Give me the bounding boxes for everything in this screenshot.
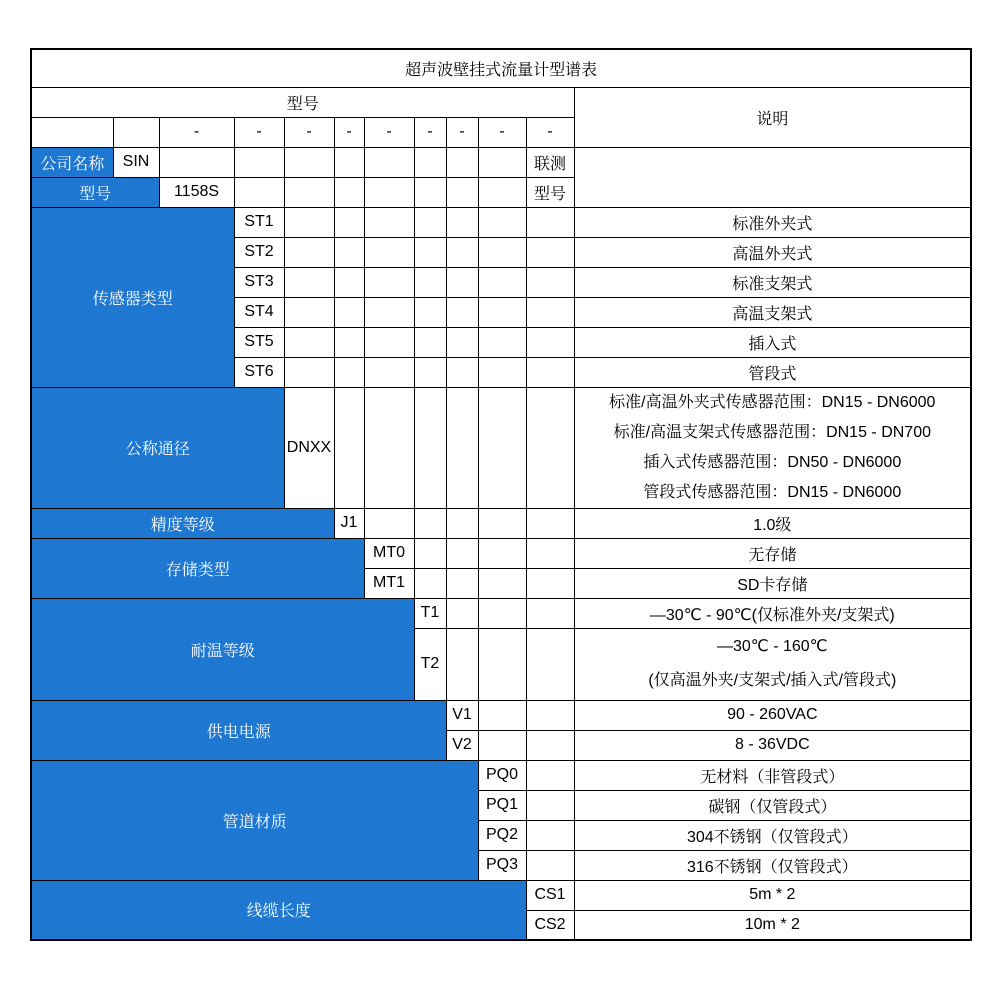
desc-mt0: 无存储 <box>574 538 971 568</box>
empty-cell <box>334 207 364 237</box>
empty-cell <box>478 568 526 598</box>
empty-cell <box>234 177 284 207</box>
desc-pq1: 碳钢（仅管段式） <box>574 790 971 820</box>
diameter-row <box>31 387 971 508</box>
empty-cell <box>526 357 574 387</box>
cable-row <box>31 880 971 910</box>
empty-cell <box>526 790 574 820</box>
description-header: 说明 <box>574 87 971 147</box>
empty-cell <box>446 538 478 568</box>
dash-cell: - <box>526 117 574 147</box>
desc-t2-line1: —30℃ - 160℃ <box>716 638 828 655</box>
section-label-sensor-type: 传感器类型 <box>31 207 234 387</box>
empty-cell <box>478 598 526 628</box>
desc-pq0: 无材料（非管段式） <box>574 760 971 790</box>
empty-cell <box>526 207 574 237</box>
empty-cell <box>414 267 446 297</box>
empty-cell <box>478 297 526 327</box>
empty-cell <box>414 177 446 207</box>
section-label-temperature: 耐温等级 <box>31 598 414 700</box>
empty-cell <box>526 508 574 538</box>
empty-cell <box>446 568 478 598</box>
empty-cell <box>284 297 334 327</box>
empty-cell <box>364 207 414 237</box>
empty-cell <box>478 327 526 357</box>
empty-cell <box>478 147 526 177</box>
section-label-accuracy: 精度等级 <box>31 508 334 538</box>
desc-diameter-line4: 管段式传感器范围：DN15 - DN6000 <box>643 483 902 501</box>
empty-cell <box>478 267 526 297</box>
empty-cell <box>284 147 334 177</box>
dash-cell: - <box>159 117 234 147</box>
empty-cell <box>446 387 478 508</box>
code-cell-pq0: PQ0 <box>478 760 526 790</box>
empty-cell <box>334 177 364 207</box>
empty-cell <box>526 730 574 760</box>
empty-cell <box>478 730 526 760</box>
desc-st3: 标准支架式 <box>574 267 971 297</box>
empty-cell <box>414 297 446 327</box>
code-cell-cs2: CS2 <box>526 910 574 940</box>
empty-cell <box>478 177 526 207</box>
empty-cell <box>414 207 446 237</box>
section-label-cable: 线缆长度 <box>31 880 526 940</box>
empty-cell <box>478 387 526 508</box>
empty-cell <box>284 177 334 207</box>
dash-cell: - <box>446 117 478 147</box>
dash-cell: - <box>478 117 526 147</box>
code-cell-j1: J1 <box>334 508 364 538</box>
dash-cell: - <box>284 117 334 147</box>
desc-st2: 高温外夹式 <box>574 237 971 267</box>
desc-t2-line2: (仅高温外夹/支架式/插入式/管段式) <box>648 672 897 689</box>
code-cell-1158s: 1158S <box>159 177 234 207</box>
empty-cell <box>446 147 478 177</box>
empty-cell <box>478 538 526 568</box>
code-cell-v1: V1 <box>446 700 478 730</box>
desc-pq2: 304不锈钢（仅管段式） <box>574 820 971 850</box>
code-cell-dnxx: DNXX <box>284 387 334 508</box>
code-cell-st3: ST3 <box>234 267 284 297</box>
header-row <box>31 87 971 117</box>
empty-cell <box>526 628 574 700</box>
empty-cell <box>414 538 446 568</box>
company-row <box>31 147 971 177</box>
empty-cell <box>478 207 526 237</box>
code-cell-t1: T1 <box>414 598 446 628</box>
empty-cell <box>284 207 334 237</box>
section-label-pipe-material: 管道材质 <box>31 760 478 880</box>
desc-t1: —30℃ - 90℃(仅标准外夹/支架式) <box>574 598 971 628</box>
empty-cell <box>364 237 414 267</box>
empty-cell <box>414 237 446 267</box>
desc-model: 型号 <box>526 177 574 207</box>
empty-cell <box>446 267 478 297</box>
storage-row <box>31 538 971 568</box>
code-cell-sin: SIN <box>113 147 159 177</box>
desc-diameter <box>574 387 971 508</box>
empty-cell <box>234 147 284 177</box>
empty-cell <box>364 267 414 297</box>
desc-mt1: SD卡存储 <box>574 568 971 598</box>
empty-cell <box>334 327 364 357</box>
accuracy-row <box>31 508 971 538</box>
dash-cell: - <box>234 117 284 147</box>
empty-cell <box>446 357 478 387</box>
desc-accuracy: 1.0级 <box>574 508 971 538</box>
empty-cell <box>526 297 574 327</box>
empty-cell <box>414 327 446 357</box>
empty-cell <box>526 237 574 267</box>
temperature-row <box>31 598 971 628</box>
empty-cell <box>446 297 478 327</box>
code-cell-t2: T2 <box>414 628 446 700</box>
dash-cell: - <box>414 117 446 147</box>
empty-cell <box>159 147 234 177</box>
desc-diameter-line1: 标准/高温外夹式传感器范围：DN15 - DN6000 <box>609 393 936 411</box>
empty-cell <box>478 357 526 387</box>
empty-cell <box>446 237 478 267</box>
desc-v2: 8 - 36VDC <box>574 730 971 760</box>
empty-cell <box>526 598 574 628</box>
code-cell-st6: ST6 <box>234 357 284 387</box>
empty-cell <box>414 357 446 387</box>
empty-cell <box>334 147 364 177</box>
table-title: 超声波壁挂式流量计型谱表 <box>31 49 971 87</box>
empty-cell <box>334 387 364 508</box>
dash-cell: - <box>364 117 414 147</box>
empty-cell <box>334 267 364 297</box>
section-label-model: 型号 <box>31 177 159 207</box>
empty-cell <box>334 297 364 327</box>
empty-cell <box>446 177 478 207</box>
model-row <box>31 177 971 207</box>
sensor-row <box>31 207 971 237</box>
code-cell-v2: V2 <box>446 730 478 760</box>
empty-cell <box>446 628 478 700</box>
empty-cell <box>526 760 574 790</box>
empty-cell <box>446 327 478 357</box>
desc-cs2: 10m * 2 <box>574 910 971 940</box>
desc-st1: 标准外夹式 <box>574 207 971 237</box>
desc-diameter-line3: 插入式传感器范围：DN50 - DN6000 <box>643 453 902 471</box>
code-cell-pq3: PQ3 <box>478 850 526 880</box>
empty-cell <box>284 327 334 357</box>
code-cell-mt1: MT1 <box>364 568 414 598</box>
desc-st6: 管段式 <box>574 357 971 387</box>
empty-cell <box>478 508 526 538</box>
model-group-header: 型号 <box>31 87 574 117</box>
empty-cell <box>284 357 334 387</box>
empty-cell <box>446 598 478 628</box>
empty-cell <box>31 117 113 147</box>
code-cell-mt0: MT0 <box>364 538 414 568</box>
empty-cell <box>284 267 334 297</box>
code-cell-st1: ST1 <box>234 207 284 237</box>
empty-cell <box>526 820 574 850</box>
dash-cell: - <box>334 117 364 147</box>
empty-cell <box>334 357 364 387</box>
empty-cell <box>526 850 574 880</box>
desc-st4: 高温支架式 <box>574 297 971 327</box>
empty-cell <box>478 700 526 730</box>
empty-cell <box>446 508 478 538</box>
code-cell-pq1: PQ1 <box>478 790 526 820</box>
empty-cell <box>526 700 574 730</box>
code-cell-pq2: PQ2 <box>478 820 526 850</box>
desc-company: 联测 <box>526 147 574 177</box>
empty-cell <box>526 327 574 357</box>
model-spectrum-table <box>30 48 972 941</box>
empty-cell <box>334 237 364 267</box>
desc-diameter-line2: 标准/高温支架式传感器范围：DN15 - DN700 <box>613 423 932 441</box>
section-label-diameter: 公称通径 <box>31 387 284 508</box>
empty-cell <box>364 508 414 538</box>
empty-cell <box>526 538 574 568</box>
empty-cell <box>364 147 414 177</box>
section-label-company: 公司名称 <box>31 147 113 177</box>
desc-v1: 90 - 260VAC <box>574 700 971 730</box>
empty-cell <box>113 117 159 147</box>
empty-cell <box>364 177 414 207</box>
empty-cell <box>478 237 526 267</box>
section-label-power: 供电电源 <box>31 700 446 760</box>
empty-cell <box>364 327 414 357</box>
code-cell-st4: ST4 <box>234 297 284 327</box>
pipe-material-row <box>31 760 971 790</box>
empty-cell <box>414 387 446 508</box>
empty-cell <box>446 207 478 237</box>
empty-cell <box>364 387 414 508</box>
empty-cell <box>364 357 414 387</box>
empty-cell <box>478 628 526 700</box>
code-cell-cs1: CS1 <box>526 880 574 910</box>
empty-cell <box>526 568 574 598</box>
desc-pq3: 316不锈钢（仅管段式） <box>574 850 971 880</box>
empty-cell <box>414 568 446 598</box>
empty-cell <box>526 267 574 297</box>
power-row <box>31 700 971 730</box>
desc-cs1: 5m * 2 <box>574 880 971 910</box>
desc-st5: 插入式 <box>574 327 971 357</box>
desc-t2 <box>574 628 971 700</box>
code-cell-st2: ST2 <box>234 237 284 267</box>
empty-cell <box>414 147 446 177</box>
section-label-storage: 存储类型 <box>31 538 364 598</box>
code-cell-st5: ST5 <box>234 327 284 357</box>
empty-cell <box>526 387 574 508</box>
empty-cell <box>364 297 414 327</box>
empty-cell <box>414 508 446 538</box>
empty-cell <box>284 237 334 267</box>
title-row <box>31 49 971 87</box>
